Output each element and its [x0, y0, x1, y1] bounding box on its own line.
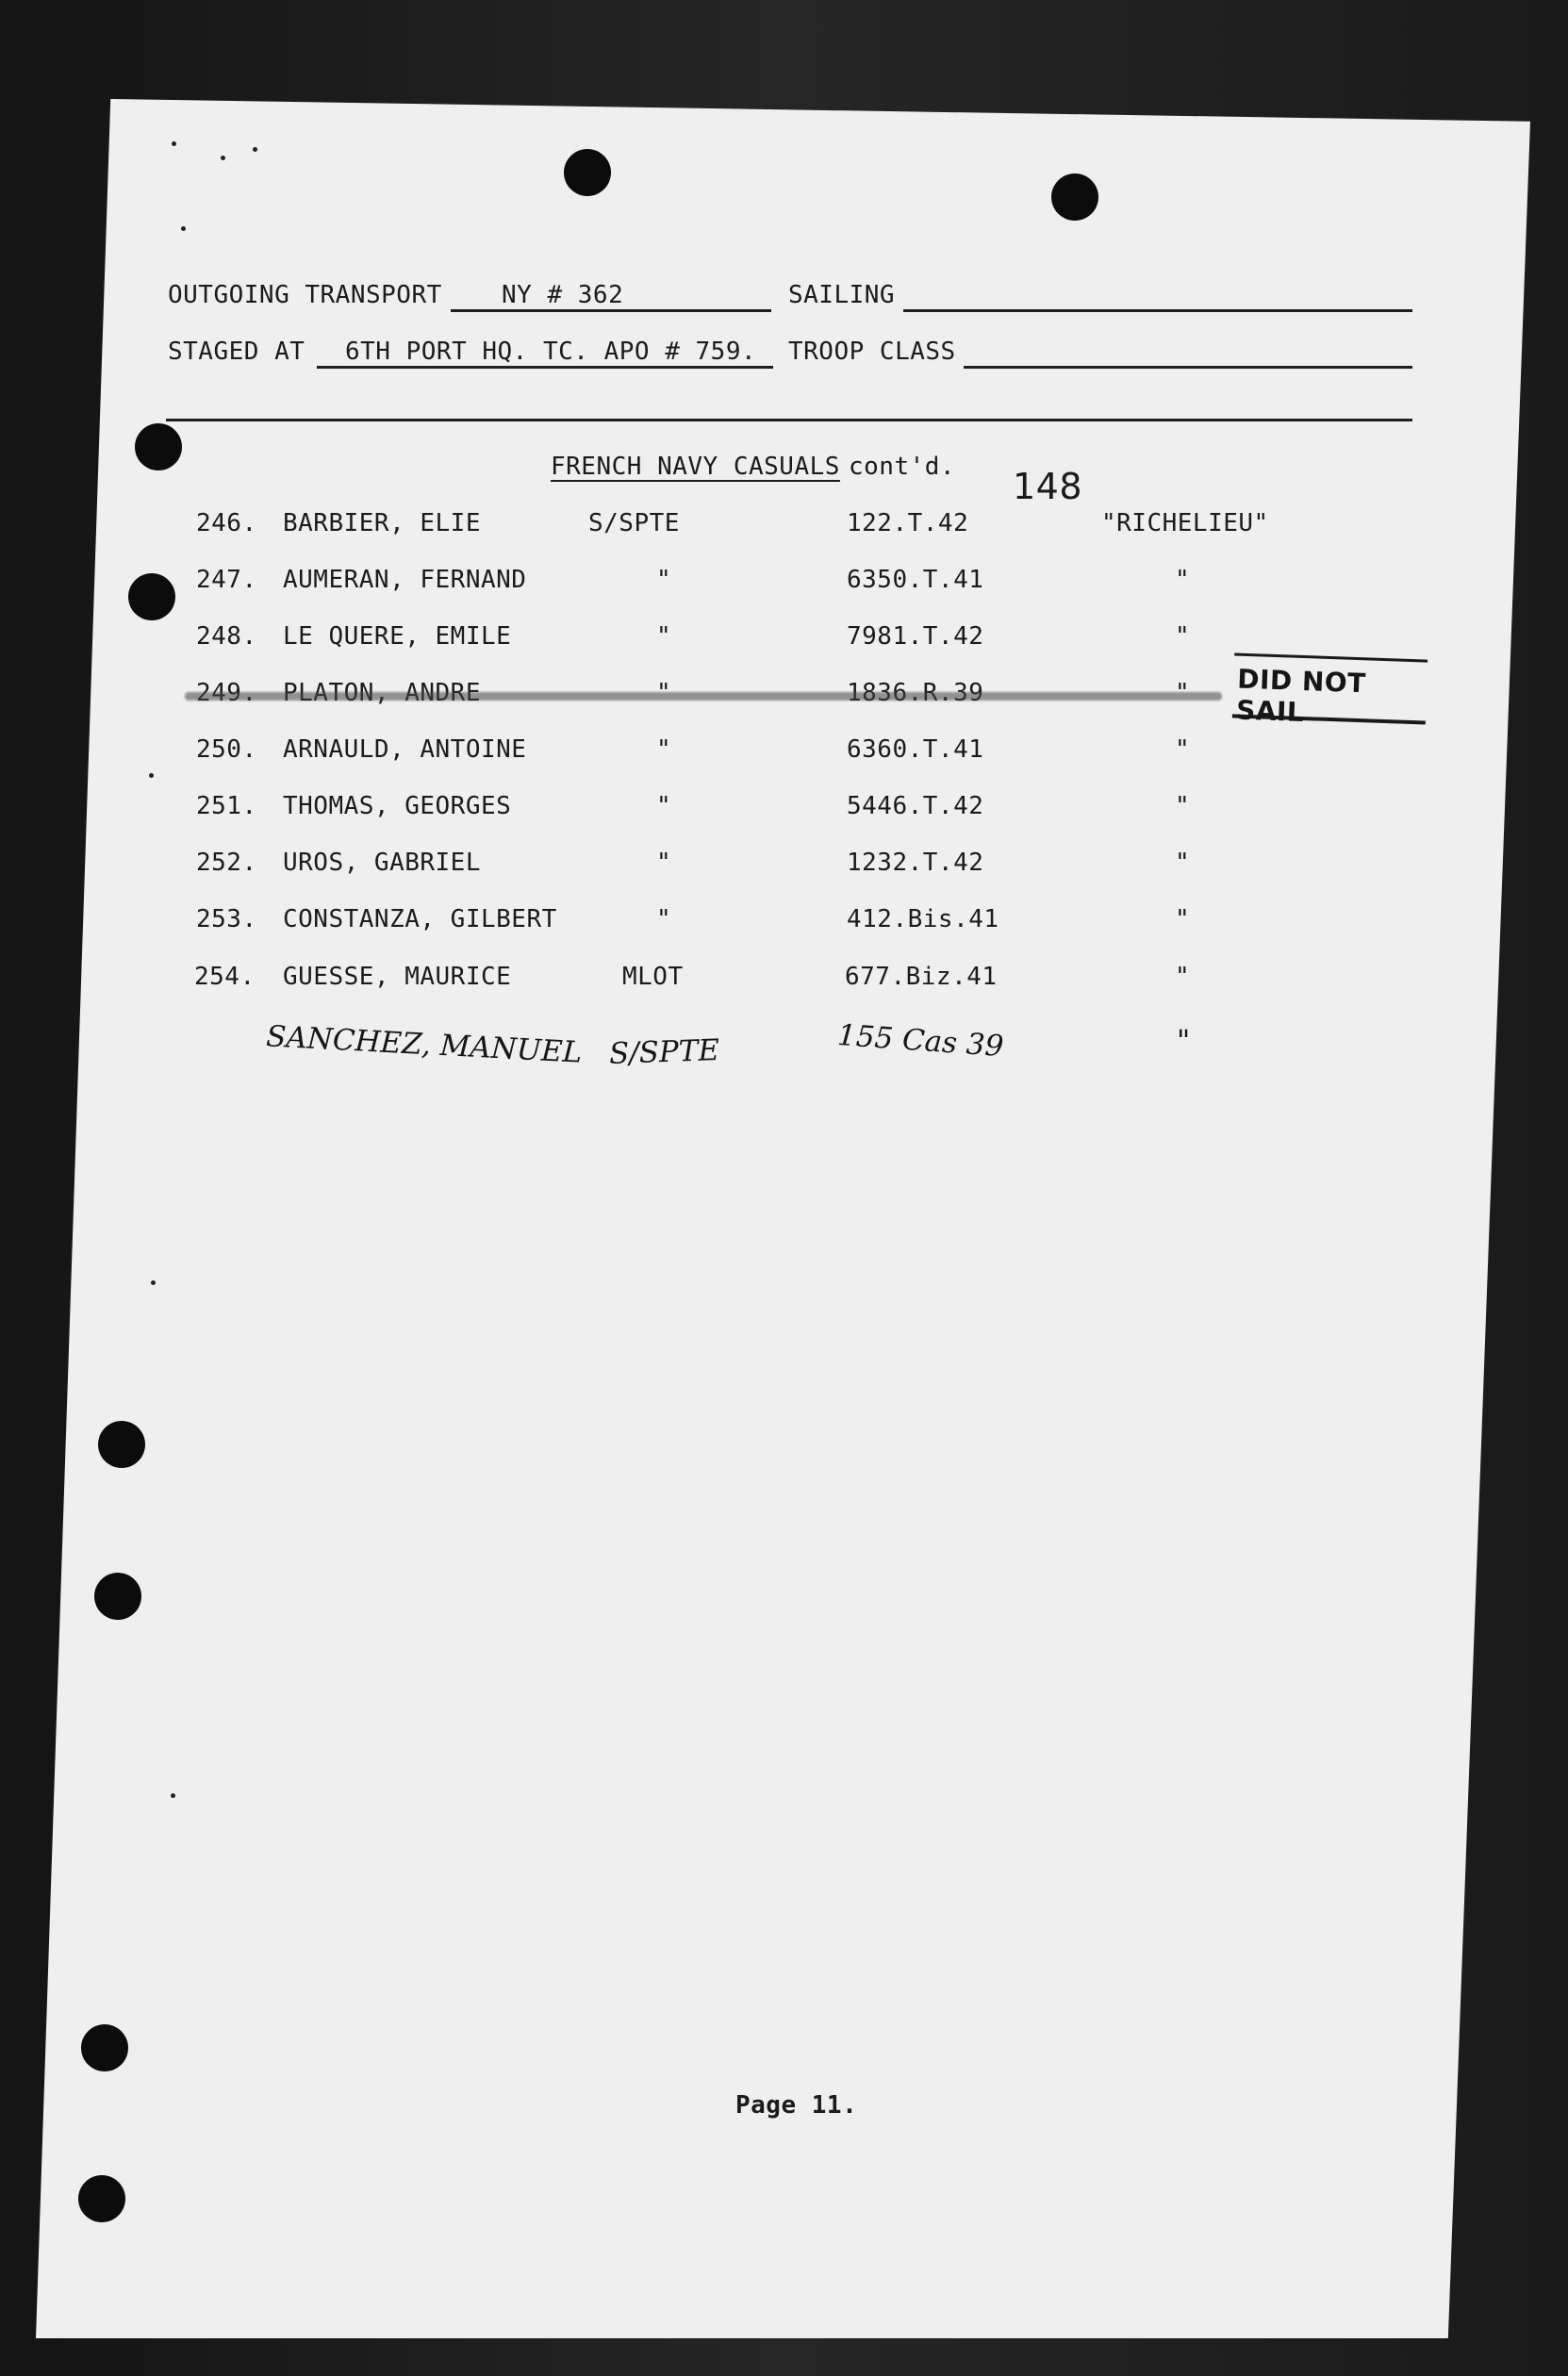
row-name: THOMAS, GEORGES: [283, 792, 512, 820]
row-ship: ": [1175, 735, 1191, 764]
row-name: AUMERAN, FERNAND: [283, 566, 527, 594]
punch-hole: [98, 1421, 145, 1468]
row-name: GUESSE, MAURICE: [283, 963, 512, 991]
dust-speck: [181, 226, 186, 231]
punch-hole: [81, 2024, 128, 2071]
punch-hole: [135, 423, 182, 470]
row-number: 253.: [196, 905, 257, 933]
dust-speck: [151, 1280, 156, 1285]
section-title-suffix: cont'd.: [849, 453, 956, 481]
stamp-text: DID NOT SAIL: [1235, 663, 1367, 729]
dust-speck: [149, 773, 154, 778]
row-number: 252.: [196, 849, 257, 877]
row-name: CONSTANZA, GILBERT: [283, 905, 557, 933]
staged-label: STAGED AT: [168, 338, 305, 366]
row-number: 247.: [196, 566, 257, 594]
row-name: LE QUERE, EMILE: [283, 622, 512, 651]
row-number: 254.: [194, 963, 256, 991]
handwritten-ship: ": [1177, 1024, 1191, 1058]
handwritten-rank: S/SPTE: [608, 1032, 720, 1072]
row-rank: ": [656, 566, 672, 594]
staged-value: 6TH PORT HQ. TC. APO # 759.: [345, 338, 757, 366]
section-title: FRENCH NAVY CASUALS: [551, 453, 840, 481]
row-service-number: 677.Biz.41: [845, 963, 998, 991]
handwritten-page-number: 148: [1013, 466, 1083, 507]
punch-hole: [78, 2175, 125, 2222]
dust-speck: [253, 147, 257, 152]
row-number: 250.: [196, 735, 257, 764]
row-service-number: 6350.T.41: [847, 566, 984, 594]
row-number: 248.: [196, 622, 257, 651]
sailing-label: SAILING: [788, 281, 896, 309]
row-name: BARBIER, ELIE: [283, 509, 481, 537]
row-service-number: 7981.T.42: [847, 622, 984, 651]
row-number: 246.: [196, 509, 257, 537]
row-name: ARNAULD, ANTOINE: [283, 735, 527, 764]
row-rank: ": [656, 735, 672, 764]
row-rank: MLOT: [622, 963, 684, 991]
strikethrough-line: [185, 692, 1222, 701]
row-name: UROS, GABRIEL: [283, 849, 481, 877]
dust-speck: [172, 141, 176, 146]
document-page: [36, 99, 1530, 2338]
header-divider: [166, 419, 1412, 421]
row-ship: ": [1175, 622, 1191, 651]
row-ship: ": [1175, 905, 1191, 933]
row-service-number: 6360.T.41: [847, 735, 984, 764]
row-number: 251.: [196, 792, 257, 820]
row-rank: ": [656, 849, 672, 877]
did-not-sail-stamp: [1232, 652, 1428, 729]
row-service-number: 122.T.42: [847, 509, 969, 537]
punch-hole: [94, 1573, 141, 1620]
row-ship: ": [1175, 849, 1191, 877]
row-service-number: 1232.T.42: [847, 849, 984, 877]
troop-class-underline: [964, 366, 1412, 369]
transport-label: OUTGOING TRANSPORT: [168, 281, 442, 309]
row-service-number: 412.Bis.41: [847, 905, 999, 933]
handwritten-name: SANCHEZ, MANUEL: [265, 1019, 584, 1070]
row-rank: ": [656, 622, 672, 651]
punch-hole: [1051, 173, 1098, 221]
staged-underline: [317, 366, 773, 369]
row-rank: ": [656, 905, 672, 933]
punch-hole: [128, 573, 175, 620]
transport-value: NY # 362: [502, 281, 624, 309]
page-number: Page 11.: [735, 2091, 858, 2120]
row-ship: "RICHELIEU": [1101, 509, 1269, 537]
row-ship: ": [1175, 566, 1191, 594]
troop-class-label: TROOP CLASS: [788, 338, 956, 366]
row-rank: S/SPTE: [588, 509, 680, 537]
dust-speck: [221, 156, 225, 160]
row-rank: ": [656, 792, 672, 820]
row-ship: ": [1175, 963, 1191, 991]
row-ship: ": [1175, 792, 1191, 820]
dust-speck: [171, 1793, 175, 1798]
punch-hole: [564, 149, 611, 196]
transport-underline: [451, 309, 771, 312]
row-service-number: 5446.T.42: [847, 792, 984, 820]
sailing-underline: [903, 309, 1412, 312]
handwritten-service-number: 155 Cas 39: [835, 1017, 1005, 1064]
